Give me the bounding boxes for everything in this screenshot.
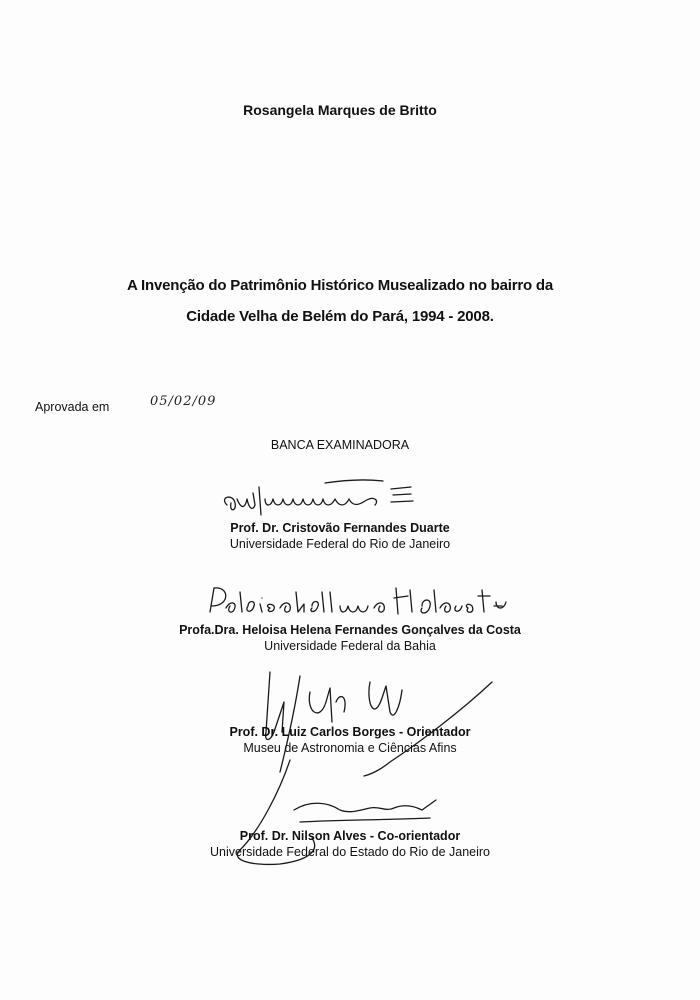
committee-heading: BANCA EXAMINADORA bbox=[270, 438, 410, 452]
title-line-2: Cidade Velha de Belém do Pará, 1994 - 2008. bbox=[186, 308, 494, 325]
committee-member-1 bbox=[40, 520, 640, 552]
author-name: Rosangela Marques de Britto bbox=[243, 102, 437, 118]
member-institution: Universidade Federal do Estado do Rio de Janeiro bbox=[209, 845, 491, 859]
member-name: Prof. Dr. Luiz Carlos Borges - Orientador bbox=[229, 725, 471, 739]
member-name: Profa.Dra. Heloisa Helena Fernandes Gonçalves da Costa bbox=[179, 623, 521, 637]
committee-member-4 bbox=[20, 828, 680, 860]
member-institution: Museu de Astronomia e Ciências Afins bbox=[243, 741, 457, 755]
approval-label: Aprovada em bbox=[35, 400, 110, 414]
member-institution: Universidade Federal da Bahia bbox=[264, 639, 436, 653]
approval-date: 05/02/09 bbox=[150, 394, 217, 409]
member-institution: Universidade Federal do Rio de Janeiro bbox=[229, 537, 451, 551]
signature-member-1 bbox=[215, 475, 455, 525]
committee-member-2 bbox=[20, 622, 680, 654]
thesis-title bbox=[40, 270, 640, 332]
title-line-1: A Invenção do Patrimônio Histórico Musealizado no bairro da bbox=[126, 277, 554, 294]
member-name: Prof. Dr. Cristovão Fernandes Duarte bbox=[230, 521, 450, 535]
member-name: Prof. Dr. Nilson Alves - Co-orientador bbox=[239, 829, 461, 843]
